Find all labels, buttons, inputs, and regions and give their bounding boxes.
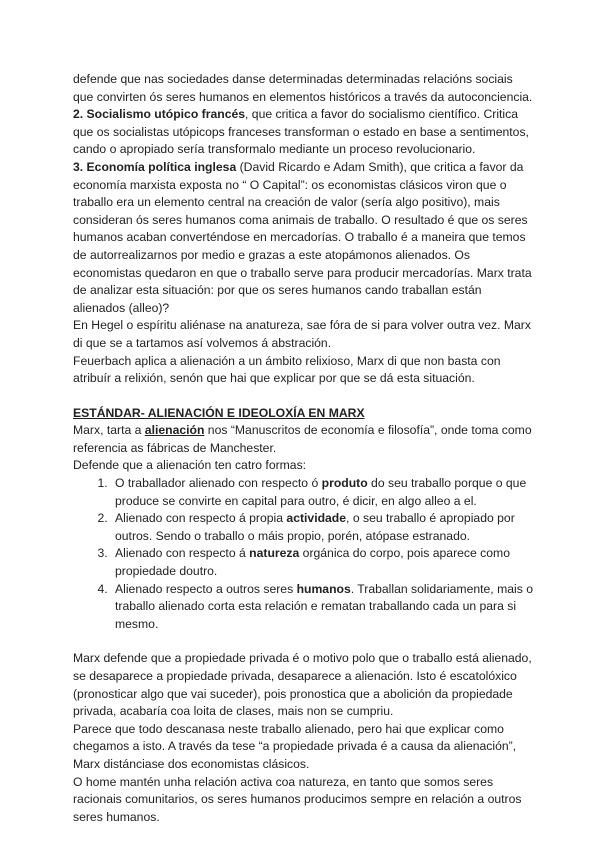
- paragraph-political-economy: [73, 159, 533, 317]
- form-text: . Traballan solidariamente, mais o traballo alienado corta esta relación e rematan traballando cada un para si mesmo.: [115, 581, 533, 631]
- list-item: [111, 510, 533, 545]
- paragraph-forms-intro: Defende que a alienación ten catro formas:: [73, 458, 307, 473]
- form-text: orgánica do corpo, pois aparece como propiedade doutro.: [115, 546, 510, 579]
- alienation-forms-list: [73, 475, 533, 633]
- text-alienation-post: nos “Manuscritos de economía e filosofía”, onde toma como referencia as fábricas de Manchester.: [73, 423, 532, 455]
- paragraph-intro: defende que nas sociedades danse determinadas determinadas relacións sociais que convirten ós seres humanos en elementos históricos a través da autoconciencia.: [73, 72, 533, 104]
- document-body: [73, 71, 533, 826]
- section-heading: ESTÁNDAR- ALIENACIÓN E IDEOLOXÍA EN MARX: [73, 405, 365, 420]
- form-term: produto: [321, 476, 368, 491]
- paragraph-private-property: Marx defende que a propiedade privada é o motivo polo que o traballo está alienado, se desaparece a propiedade privada, desaparece a alienación. Isto é escatolóxico (pronosticar algo que vai suceder), pois pronostica que a abolición da propiedade privada, acabaría coa loita de clases, mais non se cumpriu.: [73, 651, 532, 719]
- paragraph-classical-economists: Parece que todo descanasa neste traballo alienado, pero hai que explicar como chegamos a isto. A través da tese “a propiedade privada é a causa da alienación”, Marx distánciase dos economistas clásicos.: [73, 721, 517, 771]
- spacer: [73, 633, 533, 650]
- paragraph-utopian-socialism: [73, 106, 533, 159]
- form-term: humanos: [296, 581, 351, 596]
- text-political-economy: (David Ricardo e Adam Smith), que critica a favor da economía marxista exposta no “ O Capital”: os economistas clásicos viron que o traballo era un elemento central na creación de valor (sería algo positivo), mais consideran ós seres humanos coma animais de traballo. O resultado é que os seres humanos acaban converténdose en mercadorías. O traballo é a maneira que temos de autorrealizarnos por medio e grazas a este atopámonos alienados. Os economistas quedaron en que o traballo serve para producir mercadorías. Marx trata de analizar esta situación: por que os seres humanos cando traballan están alienados (alleo)?: [73, 159, 532, 315]
- paragraph-alienation-intro: [73, 422, 533, 457]
- label-political-economy: 3. Economía política inglesa: [73, 159, 237, 174]
- form-term: natureza: [249, 546, 300, 561]
- list-item: [111, 475, 533, 510]
- list-item: [111, 581, 533, 634]
- form-text: Alienado con respecto á propia: [115, 511, 287, 526]
- form-text: do seu traballo porque o que produce se convirte en capital para outro, é dicir, en algo alleo a el.: [115, 476, 527, 508]
- paragraph-hegel: En Hegel o espíritu aliénase na anatureza, sae fóra de si para volver outra vez. Marx di que se a tartamos así volvemos á abstración.: [73, 318, 531, 350]
- form-text: Alienado con respecto á: [115, 546, 250, 561]
- list-item: [111, 545, 533, 580]
- form-term: actividade: [286, 511, 347, 526]
- paragraph-nature-relation: O home mantén unha relación activa coa natureza, en tanto que somos seres racionais comunitarios, os seres humanos producimos sempre en relación a outros seres humanos.: [73, 774, 522, 824]
- spacer: [73, 388, 533, 405]
- form-text: O traballador alienado con respecto ó: [115, 476, 322, 491]
- paragraph-feuerbach: Feuerbach aplica a alienación a un ámbito relixioso, Marx di que non basta con atribuír a relixión, senón que hai que explicar por que se dá esta situación.: [73, 353, 501, 386]
- text-alienation-pre: Marx, tarta a: [73, 423, 145, 438]
- form-text: Alienado respecto a outros seres: [115, 581, 297, 596]
- form-text: , o seu traballo é apropiado por outros. Sendo o traballo o máis propio, porén, atópase estranado.: [115, 511, 515, 543]
- text-utopian-socialism: , que critica a favor do socialismo científico. Critica que os socialistas utópicops franceses transforman o estado en base a sentimentos, cando o apropiado sería transformalo mediante un proceso revolucionario.: [73, 107, 529, 157]
- term-alienacion: alienación: [144, 423, 205, 438]
- label-utopian-socialism: 2. Socialismo utópico francés: [73, 107, 246, 122]
